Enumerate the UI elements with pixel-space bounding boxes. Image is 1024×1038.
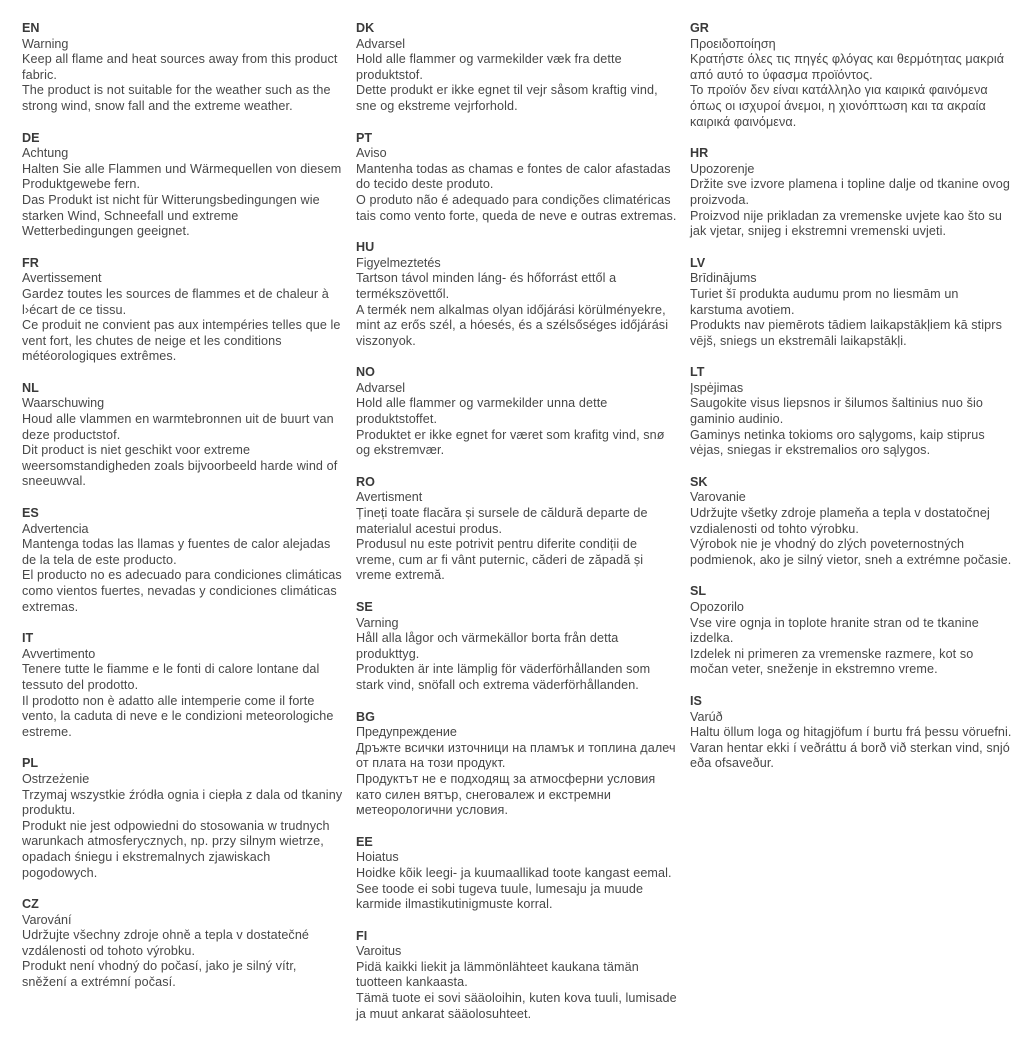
warning-paragraph: Tämä tuote ei sovi sääoloihin, kuten kova tuuli, lumisade ja muut ankarat sääolosuhteet. bbox=[356, 991, 677, 1021]
warning-body bbox=[22, 662, 344, 740]
warning-title: Opozorilo bbox=[690, 600, 744, 614]
warning-body bbox=[690, 725, 1012, 772]
warning-paragraph: Keep all flame and heat sources away from this product fabric. bbox=[22, 52, 338, 82]
warning-title: Ostrzeżenie bbox=[22, 771, 90, 786]
warning-paragraph: O produto não é adequado para condições climatéricas tais como vento forte, queda de neve e outras extremas. bbox=[356, 192, 677, 223]
warning-paragraph: Дръжте всички източници на пламък и топлина далеч от плата на този продукт. bbox=[356, 740, 676, 771]
warning-paragraph: Produkts nav piemērots tādiem laikapstākļiem kā stiprs vējš, sniegs un ekstremāli laikapstākļi. bbox=[690, 318, 1002, 348]
warning-paragraph: Produkten är inte lämplig för väderförhållanden som stark vind, snöfall och extrema väderförhållanden. bbox=[356, 662, 651, 692]
language-warning-section bbox=[690, 365, 1012, 459]
language-warning-section bbox=[22, 897, 344, 991]
warning-column-3 bbox=[690, 21, 1012, 788]
warning-body bbox=[22, 287, 344, 365]
warning-paragraph: Ce produit ne convient pas aux intempéries telles que le vent fort, les chutes de neige et les conditions météorologiques extrêmes. bbox=[22, 318, 341, 364]
language-code: IS bbox=[690, 693, 702, 708]
language-warning-section bbox=[356, 475, 678, 584]
language-code: DE bbox=[22, 130, 40, 145]
warning-title: Предупреждение bbox=[356, 725, 457, 740]
language-code: GR bbox=[690, 21, 709, 35]
warning-paragraph: Výrobok nie je vhodný do zlých poveternostných podmienok, ako je silný vietor, sneh a extrémne počasie. bbox=[690, 537, 1012, 567]
warning-paragraph: Turiet šī produkta audumu prom no liesmām un karstuma avotiem. bbox=[690, 286, 959, 317]
warning-paragraph: Dette produkt er ikke egnet til vejr såsom kraftig vind, sne og ekstreme vejrforhold. bbox=[356, 83, 658, 113]
warning-paragraph: Vse vire ognja in toplote hranite stran od te tkanine izdelka. bbox=[690, 615, 979, 646]
warning-paragraph: Gaminys netinka tokioms oro sąlygoms, kaip stiprus vėjas, sniegas ir ekstremalios oro sąlygos. bbox=[690, 427, 985, 458]
warning-title: Avvertimento bbox=[22, 646, 96, 661]
warning-title: Achtung bbox=[22, 146, 69, 161]
language-code: LV bbox=[690, 255, 706, 270]
warning-body bbox=[356, 631, 678, 693]
warning-paragraph: Hold alle flammer og varmekilder unna dette produktstoffet. bbox=[356, 396, 608, 427]
language-warning-section bbox=[690, 475, 1012, 569]
warning-paragraph: Mantenha todas as chamas e fontes de calor afastadas do tecido deste produto. bbox=[356, 161, 671, 192]
warning-body bbox=[690, 177, 1012, 239]
warning-paragraph: Håll alla lågor och värmekällor borta från detta produkttyg. bbox=[356, 631, 619, 661]
warning-body bbox=[690, 396, 1012, 458]
language-code: PT bbox=[356, 130, 373, 145]
warning-paragraph: Tenere tutte le fiamme e le fonti di calore lontane dal tessuto del prodotto. bbox=[22, 662, 320, 692]
warning-paragraph: Hoidke kõik leegi- ja kuumaallikad toote kangast eemal. bbox=[356, 865, 672, 880]
language-code: NL bbox=[22, 380, 39, 395]
warning-body bbox=[690, 52, 1012, 130]
warning-paragraph: Țineți toate flacăra și sursele de căldură departe de materialul acestui produs. bbox=[356, 506, 648, 536]
language-code: SL bbox=[690, 584, 707, 599]
warning-title: Varning bbox=[356, 615, 399, 630]
language-warning-section bbox=[690, 21, 1012, 130]
language-warning-section bbox=[356, 710, 678, 819]
warning-body bbox=[690, 616, 1012, 678]
warning-title: Advarsel bbox=[356, 36, 405, 51]
language-code: HU bbox=[356, 240, 375, 255]
warning-paragraph: El producto no es adecuado para condiciones climáticas como vientos fuertes, nevadas y condiciones climáticas extremas. bbox=[22, 568, 342, 614]
warning-body bbox=[22, 788, 344, 882]
language-warning-section bbox=[356, 600, 678, 694]
warning-paragraph: Produktet er ikke egnet for været som krafitg vind, snø og ekstremvær. bbox=[356, 427, 665, 458]
language-warning-section bbox=[22, 21, 344, 115]
warning-title: Įspėjimas bbox=[690, 380, 744, 395]
warning-body bbox=[22, 537, 344, 615]
warning-paragraph: Hold alle flammer og varmekilder væk fra dette produktstof. bbox=[356, 52, 622, 82]
language-warning-section bbox=[22, 381, 344, 490]
warning-body bbox=[22, 162, 344, 240]
warning-paragraph: Produkt nie jest odpowiedni do stosowania w trudnych warunkach atmosferycznych, np. przy silnym wietrze, opadach śniegu i ekstremalnych zjawiskach pogodowych. bbox=[22, 818, 330, 880]
warning-paragraph: Το προϊόν δεν είναι κατάλληλο για καιρικά φαινόμενα όπως οι ισχυροί άνεμοι, η χιονόπτωση και τα ακραία καιρικά φαινόμενα. bbox=[690, 83, 988, 129]
warning-title: Varovanie bbox=[690, 490, 746, 505]
warning-paragraph: A termék nem alkalmas olyan időjárási körülményekre, mint az erős szél, a hóesés, és a szélsőséges időjárási viszonyok. bbox=[356, 302, 669, 348]
warning-paragraph: Udržujte všechny zdroje ohně a tepla v dostatečné vzdálenosti od tohoto výrobku. bbox=[22, 928, 310, 958]
language-warning-section bbox=[690, 584, 1012, 678]
language-warning-section bbox=[356, 929, 678, 1023]
language-code: CZ bbox=[22, 897, 39, 912]
warning-column-1 bbox=[22, 21, 344, 1007]
language-warning-section bbox=[690, 146, 1012, 240]
warning-paragraph: Tartson távol minden láng- és hőforrást ettől a termékszövettől. bbox=[356, 271, 617, 301]
warning-title: Varování bbox=[22, 912, 72, 927]
language-warning-section bbox=[22, 756, 344, 881]
warning-title: Waarschuwing bbox=[22, 396, 105, 411]
warning-paragraph: Produsul nu este potrivit pentru diferite condiții de vreme, cum ar fi vânt puternic, căderi de zăpadă și vreme extremă. bbox=[356, 537, 644, 583]
warning-body bbox=[356, 162, 678, 224]
language-code: BG bbox=[356, 709, 375, 724]
language-code: DK bbox=[356, 21, 375, 35]
language-code: SK bbox=[690, 474, 708, 489]
warning-title: Advertencia bbox=[22, 521, 89, 536]
language-warning-section bbox=[22, 506, 344, 615]
language-warning-section bbox=[356, 365, 678, 459]
warning-paragraph: Saugokite visus liepsnos ir šilumos šaltinius nuo šio gaminio audinio. bbox=[690, 396, 983, 427]
warning-title: Hoiatus bbox=[356, 850, 399, 865]
warning-paragraph: Udržujte všetky zdroje plameňa a tepla v dostatočnej vzdialenosti od tohto výrobku. bbox=[690, 506, 990, 536]
warning-title: Προειδοποίηση bbox=[690, 36, 776, 51]
warning-paragraph: Продуктът не е подходящ за атмосферни условия като силен вятър, снеговалеж и екстремни метеорологични условия. bbox=[356, 771, 656, 818]
warning-paragraph: Varan hentar ekki í veðráttu á borð við sterkan vind, snjó eða ofsaveður. bbox=[690, 740, 1010, 771]
language-code: EE bbox=[356, 834, 373, 849]
warning-title: Warning bbox=[22, 36, 69, 51]
language-code: PL bbox=[22, 756, 39, 771]
warning-paragraph: Il prodotto non è adatto alle intemperie come il forte vento, la caduta di neve e le condizioni meteorologiche estreme. bbox=[22, 693, 334, 739]
warning-paragraph: Houd alle vlammen en warmtebronnen uit de buurt van deze productstof. bbox=[22, 412, 334, 442]
language-code: FR bbox=[22, 255, 39, 270]
warning-paragraph: Κρατήστε όλες τις πηγές φλόγας και θερμότητας μακριά από αυτό το ύφασμα προϊόντος. bbox=[690, 52, 1005, 82]
warning-body bbox=[22, 52, 344, 114]
language-warning-section bbox=[22, 256, 344, 365]
language-code: RO bbox=[356, 474, 375, 489]
warning-paragraph: Trzymaj wszystkie źródła ognia i ciepła z dala od tkaniny produktu. bbox=[22, 787, 343, 818]
warning-paragraph: Gardez toutes les sources de flammes et de chaleur à l›écart de ce tissu. bbox=[22, 286, 329, 317]
warning-column-2 bbox=[356, 21, 678, 1038]
warning-paragraph: Izdelek ni primeren za vremenske razmere, kot so močan veter, sneženje in ekstremno vreme. bbox=[690, 646, 974, 677]
warning-body bbox=[356, 52, 678, 114]
warning-body bbox=[22, 928, 344, 990]
warning-body bbox=[356, 271, 678, 349]
warning-title: Aviso bbox=[356, 146, 387, 161]
warning-title: Avertisment bbox=[356, 490, 423, 505]
language-warning-section bbox=[356, 835, 678, 913]
warning-paragraph: Das Produkt ist nicht für Witterungsbedingungen wie starken Wind, Schneefall und extreme Wetterbedingungen geeignet. bbox=[22, 192, 320, 239]
language-code: LT bbox=[690, 365, 705, 380]
warning-body bbox=[356, 866, 678, 913]
language-warning-section bbox=[22, 631, 344, 740]
language-warning-section bbox=[22, 131, 344, 240]
warning-body bbox=[356, 960, 678, 1022]
warning-title: Brīdinājums bbox=[690, 271, 757, 286]
warning-paragraph: Haltu öllum loga og hitagjöfum í burtu frá þessu vöruefni. bbox=[690, 725, 1012, 740]
warning-title: Upozorenje bbox=[690, 161, 755, 176]
warning-title: Figyelmeztetés bbox=[356, 255, 441, 270]
warning-paragraph: Dit product is niet geschikt voor extreme weersomstandigheden zoals bijvoorbeeld harde wind of sneeuwval. bbox=[22, 443, 338, 489]
warning-paragraph: Halten Sie alle Flammen und Wärmequellen von diesem Produktgewebe fern. bbox=[22, 161, 342, 192]
warning-paragraph: Mantenga todas las llamas y fuentes de calor alejadas de la tela de este producto. bbox=[22, 537, 331, 567]
warning-paragraph: Produkt není vhodný do počasí, jako je silný vítr, sněžení a extrémní počasí. bbox=[22, 959, 297, 990]
warning-paragraph: See toode ei sobi tugeva tuule, lumesaju ja muude karmide ilmastikutinigmuste korral. bbox=[356, 881, 644, 912]
warning-title: Varúð bbox=[690, 709, 723, 724]
warning-body bbox=[690, 287, 1012, 349]
warning-title: Avertissement bbox=[22, 271, 102, 286]
language-warning-section bbox=[690, 694, 1012, 772]
warning-body bbox=[22, 412, 344, 490]
warning-body bbox=[356, 396, 678, 458]
language-code: FI bbox=[356, 928, 368, 943]
language-code: ES bbox=[22, 506, 39, 521]
language-warning-section bbox=[356, 131, 678, 225]
language-warning-section bbox=[356, 21, 678, 115]
warning-paragraph: Držite sve izvore plamena i topline dalje od tkanine ovog proizvoda. bbox=[690, 177, 1011, 207]
language-code: HR bbox=[690, 146, 709, 161]
warning-body bbox=[356, 741, 678, 819]
warning-body bbox=[356, 506, 678, 584]
language-warning-section bbox=[356, 240, 678, 349]
warning-title: Varoitus bbox=[356, 944, 402, 959]
language-code: IT bbox=[22, 631, 34, 646]
warning-paragraph: The product is not suitable for the weather such as the strong wind, snow fall and the extreme weather. bbox=[22, 83, 331, 113]
language-code: EN bbox=[22, 21, 40, 35]
language-code: NO bbox=[356, 365, 375, 380]
warning-body bbox=[690, 506, 1012, 568]
warning-title: Advarsel bbox=[356, 380, 405, 395]
warning-paragraph: Pidä kaikki liekit ja lämmönlähteet kaukana tämän tuotteen kankaasta. bbox=[356, 959, 639, 990]
language-warning-section bbox=[690, 256, 1012, 350]
language-code: SE bbox=[356, 600, 373, 614]
warning-paragraph: Proizvod nije prikladan za vremenske uvjete kao što su jak vjetar, snijeg i ekstremni vremenski uvjeti. bbox=[690, 208, 1003, 239]
